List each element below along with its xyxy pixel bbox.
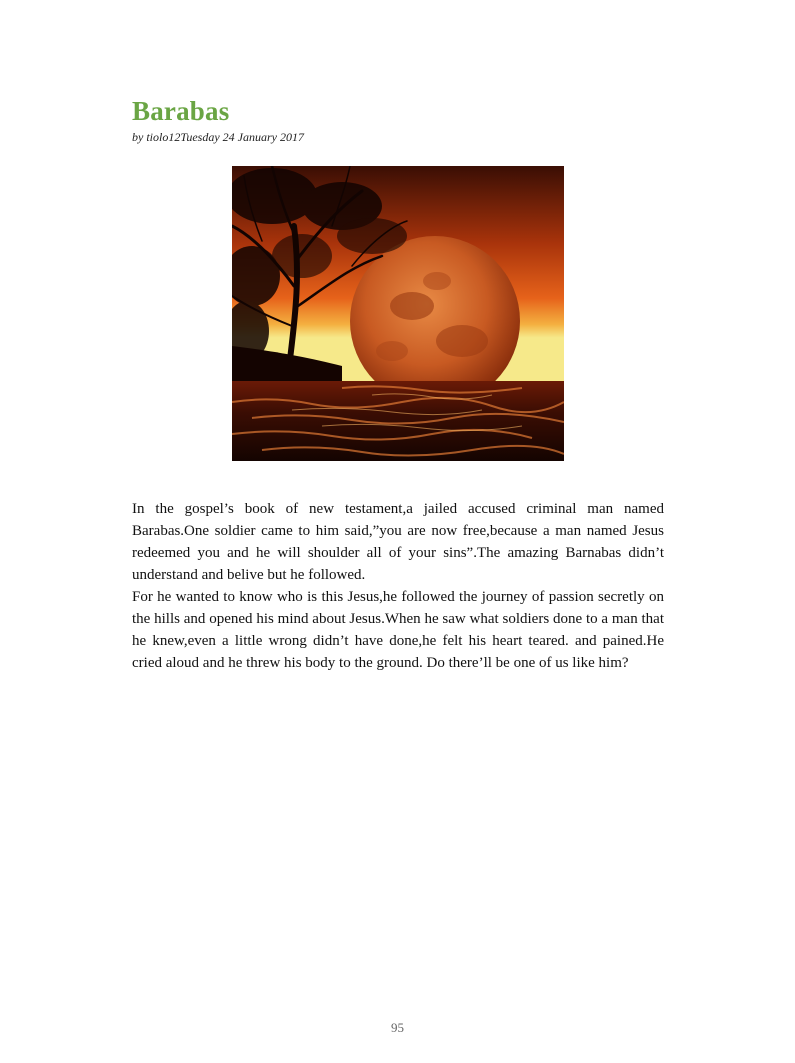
article-body [132,498,664,674]
page-number: 95 [391,1020,404,1035]
article-byline: by tiolo12Tuesday 24 January 2017 [132,130,304,144]
paragraph: In the gospel’s book of new testament,a jailed accused criminal man named Barabas.One soldier came to him said,”you are now free,because a man named Jesus redeemed you and he will shoulder all of your sins”.The amazing Barnabas didn’t understand and belive but he followed. [132,501,664,583]
sunset-moon-image [232,166,564,461]
paragraph: For he wanted to know who is this Jesus,he followed the journey of passion secretly on the hills and opened his mind about Jesus.When he saw what soldiers done to a man that he knew,even a little wrong didn’t have done,he felt his heart teared. and pained.He cried aloud and he threw his body to the ground. Do there’ll be one of us like him? [132,589,664,671]
article-title: Barabas [132,96,230,126]
